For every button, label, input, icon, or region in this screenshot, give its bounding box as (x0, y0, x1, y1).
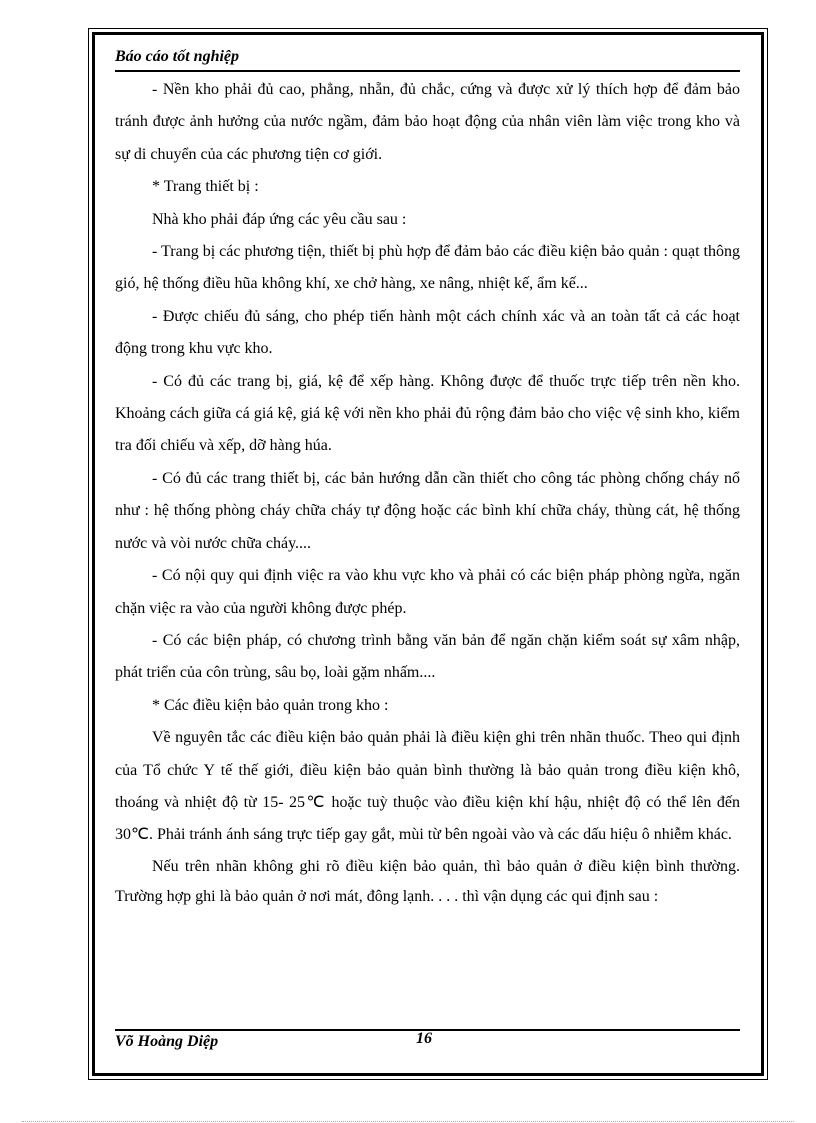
paragraph: - Được chiếu đủ sáng, cho phép tiến hành một cách chính xác và an toàn tất cả các hoạt động trong khu vực kho. (115, 307, 740, 358)
paragraph: Nếu trên nhãn không ghi rõ điều kiện bảo quản, thì bảo quản ở điều kiện bình thường. Trường hợp ghi là bảo quản ở nơi mát, đông lạnh. . . . thì vận dụng các qui định sau : (115, 857, 740, 906)
paragraph: * Trang thiết bị : (152, 178, 259, 196)
paragraph: - Có các biện pháp, có chương trình bằng văn bản để ngăn chặn kiểm soát sự xâm nhập, phát triển của côn trùng, sâu bọ, loài gặm nhấm.... (115, 631, 740, 682)
paragraph: - Trang bị các phương tiện, thiết bị phù hợp để đảm bảo các điều kiện bảo quản : quạt thông gió, hệ thống điều hũa không khí, xe chở hàng, xe nâng, nhiệt kế, ẩm kế... (115, 243, 740, 293)
header-rule (115, 70, 740, 72)
footer-author: Võ Hoàng Diệp (115, 1033, 219, 1050)
paragraph: - Có nội quy qui định việc ra vào khu vực kho và phải có các biện pháp phòng ngừa, ngăn chặn việc ra vào của người không được phép. (115, 567, 740, 617)
paragraph: - Có đủ các trang thiết bị, các bản hướng dẫn cần thiết cho công tác phòng chống cháy nổ như : hệ thống phòng cháy chữa cháy tự động hoặc các bình khí chữa cháy, thùng cát, hệ thống nước và vòi nước chữa cháy.... (115, 469, 740, 552)
header-title: Báo cáo tốt nghiệp (115, 48, 240, 65)
paragraph: - Có đủ các trang bị, giá, kệ để xếp hàng. Không được để thuốc trực tiếp trên nền kho. Khoảng cách giữa cá giá kệ, giá kệ với nền kho phải đủ rộng đảm bảo cho việc vệ sinh kho, kiểm tra đối chiếu và xếp, dỡ hàng húa. (115, 372, 740, 455)
paragraph: Nhà kho phải đáp ứng các yêu cầu sau : (152, 210, 407, 228)
paragraph: * Các điều kiện bảo quản trong kho : (152, 696, 389, 714)
page-number: 16 (416, 1030, 432, 1047)
paragraph: - Nền kho phải đủ cao, phẳng, nhẵn, đủ chắc, cứng và được xử lý thích hợp để đảm bảo tránh được ảnh hưởng của nước ngầm, đảm bảo hoạt động của nhân viên làm việc trong kho và sự di chuyển của các phương tiện cơ giới. (115, 81, 740, 163)
body-text (115, 74, 740, 913)
paragraph: Về nguyên tắc các điều kiện bảo quản phải là điều kiện ghi trên nhãn thuốc. Theo qui định của Tổ chức Y tế thế giới, điều kiện bảo quản bình thường là bảo quản trong điều kiện khô, thoáng và nhiệt độ từ 15- 25℃ hoặc tuỳ thuộc vào điều kiện khí hậu, nhiệt độ có thể lên đến 30℃. Phải tránh ánh sáng trực tiếp gay gắt, mùi từ bên ngoài vào và các dấu hiệu ô nhiễm khác. (115, 729, 740, 844)
page-separator (22, 1121, 794, 1122)
